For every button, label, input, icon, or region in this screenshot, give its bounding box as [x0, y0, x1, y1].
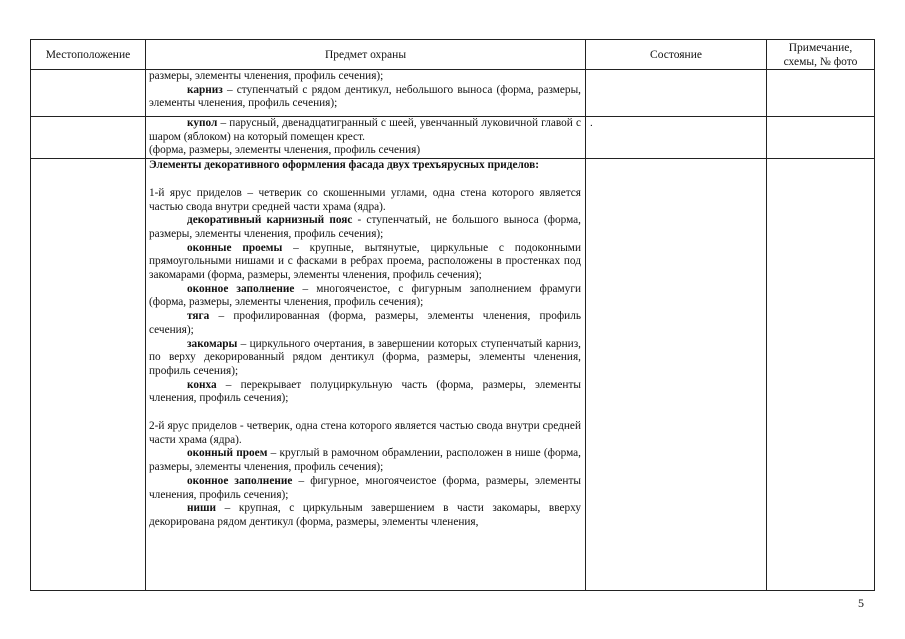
subject-paragraph	[149, 117, 581, 144]
subject-term: оконное заполнение	[187, 282, 295, 295]
header-location: Местоположение	[31, 40, 146, 70]
subject-cell	[146, 117, 586, 159]
subject-paragraph: 2-й ярус приделов - четверик, одна стена которого является частью свода внутри средней части храма (ядра).	[149, 420, 581, 446]
header-note-line2: схемы, № фото	[783, 55, 858, 68]
header-note-line1: Примечание,	[788, 41, 853, 54]
location-cell	[31, 159, 146, 591]
subject-paragraph: ниши – крупная, с циркульным завершением в части закомары, вверху декорирована рядом дентикул (форма, размеры, элементы членения,	[149, 502, 581, 528]
header-subject: Предмет охраны	[146, 40, 586, 70]
subject-text: размеры, элементы членения, профиль сечения);	[149, 70, 384, 82]
subject-term: оконные проемы	[187, 241, 283, 254]
state-mark: .	[590, 117, 593, 129]
page-number: 5	[858, 596, 864, 610]
location-cell	[31, 70, 146, 117]
table-row	[31, 117, 875, 159]
subject-term: ниши	[187, 502, 217, 515]
header-note	[767, 40, 875, 70]
protection-subject-table	[30, 39, 875, 591]
section-heading: Элементы декоративного оформления фасада двух трехъярусных приделов:	[149, 159, 540, 172]
subject-paragraph: декоративный карнизный пояс - ступенчатый, не большого выноса (форма, размеры, элементы членения, профиль сечения);	[149, 214, 581, 240]
subject-term: закомары	[187, 337, 238, 350]
state-cell	[586, 159, 767, 591]
subject-paragraph: оконные проемы – крупные, вытянутые, циркульные с подоконными прямоугольными нишами и с фасками в ребрах проема, расположены в простенках под закомарами (форма, размеры, элементы членения, профиль сечения);	[149, 241, 581, 282]
state-cell	[586, 117, 767, 159]
subject-paragraph: конха – перекрывает полуциркульную часть (форма, размеры, элементы членения, профиль сечения);	[149, 378, 581, 405]
subject-paragraph: 1-й ярус приделов – четверик со скошенными углами, одна стена которого является частью свода внутри средней части храма (ядра).	[149, 186, 581, 213]
subject-cell	[146, 159, 586, 591]
table-row	[31, 159, 875, 591]
note-cell	[767, 117, 875, 159]
subject-text: – парусный, двенадцатигранный с шеей, увенчанный луковичной главой с шаром (яблоком) на который помещен крест.	[149, 117, 581, 143]
location-cell	[31, 117, 146, 159]
subject-paragraph: оконное заполнение – фигурное, многоячеистое (форма, размеры, элементы членения, профиль сечения);	[149, 474, 581, 501]
subject-cell	[146, 70, 586, 117]
table-header-row	[31, 40, 875, 70]
subject-term: конха	[187, 378, 217, 391]
subject-term: тяга	[187, 310, 210, 323]
subject-term: оконный проем	[187, 447, 268, 460]
subject-paragraph: оконное заполнение – многоячеистое, с фигурным заполнением фрамуги (форма, размеры, элементы членения, профиль сечения);	[149, 282, 582, 309]
table-row	[31, 70, 875, 117]
subject-paragraph: закомары – циркульного очертания, в завершении которых ступенчатый карниз, по верху декорированный рядом дентикул (форма, размеры, элементы членения, профиль сечения);	[149, 337, 581, 377]
subject-paragraph: оконный проем – круглый в рамочном обрамлении, расположен в нише (форма, размеры, элементы членения, профиль сечения);	[149, 447, 581, 474]
subject-text: (форма, размеры, элементы членения, профиль сечения)	[149, 144, 421, 157]
subject-paragraph	[149, 84, 581, 111]
subject-term: карниз	[187, 83, 223, 96]
note-cell	[767, 70, 875, 117]
header-state: Состояние	[586, 40, 767, 70]
subject-term: декоративный карнизный пояс	[187, 214, 353, 227]
subject-term: оконное заполнение	[187, 474, 293, 487]
state-cell	[586, 70, 767, 117]
subject-paragraph: тяга – профилированная (форма, размеры, элементы членения, профиль сечения);	[149, 310, 581, 336]
subject-term: купол	[187, 117, 218, 129]
subject-text: – ступенчатый с рядом дентикул, небольшого выноса (форма, размеры, элементы членения, профиль сечения);	[149, 83, 581, 110]
note-cell	[767, 159, 875, 591]
